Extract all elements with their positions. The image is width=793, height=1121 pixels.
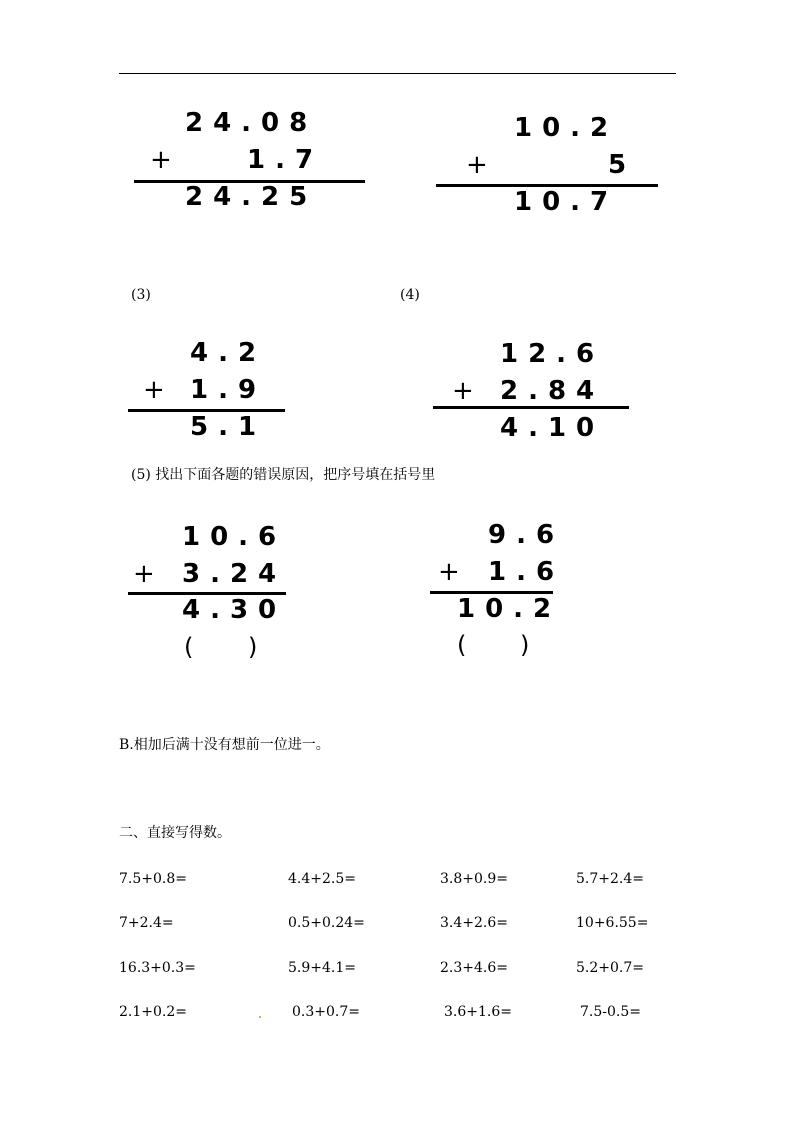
exercise-item: 3.8+0.9= [440, 871, 508, 887]
exercise-item: 7.5+0.8= [119, 871, 187, 887]
s5-right-answer-blank[interactable] [472, 631, 516, 659]
problem-3-plus: + [143, 375, 165, 405]
exercise-item: 4.4+2.5= [288, 871, 356, 887]
exercise-item: 5.7+2.4= [576, 871, 644, 887]
exercise-item: 7+2.4= [119, 915, 174, 931]
problem-1-result: 24.25 [185, 182, 318, 212]
s5-right-addend: 1.6 [488, 557, 565, 587]
s5-left-plus: + [133, 559, 155, 589]
header-rule [119, 73, 676, 74]
s5-left-paren-open: ( [184, 633, 194, 661]
problem-3-label: (3) [131, 287, 151, 303]
problem-1-addend: 1.7 [247, 145, 324, 175]
s5-left-paren-close: ) [248, 633, 258, 661]
exercise-item: 5.9+4.1= [288, 960, 356, 976]
s5-left-top: 10.6 [182, 522, 287, 552]
problem-4-result: 4.10 [500, 413, 605, 443]
option-b-text: B.相加后满十没有想前一位进一。 [119, 737, 330, 753]
exercise-item: 3.4+2.6= [440, 915, 508, 931]
s5-right-paren-open: ( [457, 631, 467, 659]
problem-4-sum-line [433, 406, 629, 409]
problem-1-plus: + [150, 145, 172, 175]
s5-left-addend: 3.24 [182, 559, 287, 589]
problem-2-top: 10.2 [514, 113, 619, 143]
s5-right-paren-close: ) [520, 631, 530, 659]
problem-3-addend: 1.9 [190, 375, 267, 405]
problem-4-plus: + [452, 376, 474, 406]
problem-2-addend: 5 [608, 150, 637, 180]
stray-dot [259, 1016, 261, 1018]
problem-4-label: (4) [400, 287, 420, 303]
s5-left-result: 4.30 [182, 595, 287, 625]
exercise-item: 16.3+0.3= [119, 960, 196, 976]
exercise-item: 2.3+4.6= [440, 960, 508, 976]
exercise-item: 7.5-0.5= [580, 1004, 641, 1020]
exercise-item: 10+6.55= [576, 915, 649, 931]
exercise-item: 5.2+0.7= [576, 960, 644, 976]
section-5-instruction: (5) 找出下面各题的错误原因，把序号填在括号里 [131, 467, 436, 483]
s5-left-answer-blank[interactable] [198, 633, 242, 661]
exercise-item: 0.3+0.7= [292, 1004, 360, 1020]
problem-2-result: 10.7 [514, 187, 619, 217]
section-2-title: 二、直接写得数。 [119, 825, 231, 841]
exercise-item: 2.1+0.2= [119, 1004, 187, 1020]
s5-right-top: 9.6 [488, 520, 565, 550]
exercise-item: 0.5+0.24= [288, 915, 365, 931]
problem-4-top: 12.6 [500, 339, 605, 369]
problem-3-result: 5.1 [190, 412, 267, 442]
problem-1-top: 24.08 [185, 108, 318, 138]
exercise-item: 3.6+1.6= [444, 1004, 512, 1020]
problem-2-plus: + [466, 150, 488, 180]
problem-4-addend: 2.84 [500, 376, 605, 406]
s5-right-result: 10.2 [457, 594, 562, 624]
problem-3-top: 4.2 [190, 338, 267, 368]
s5-right-plus: + [438, 557, 460, 587]
